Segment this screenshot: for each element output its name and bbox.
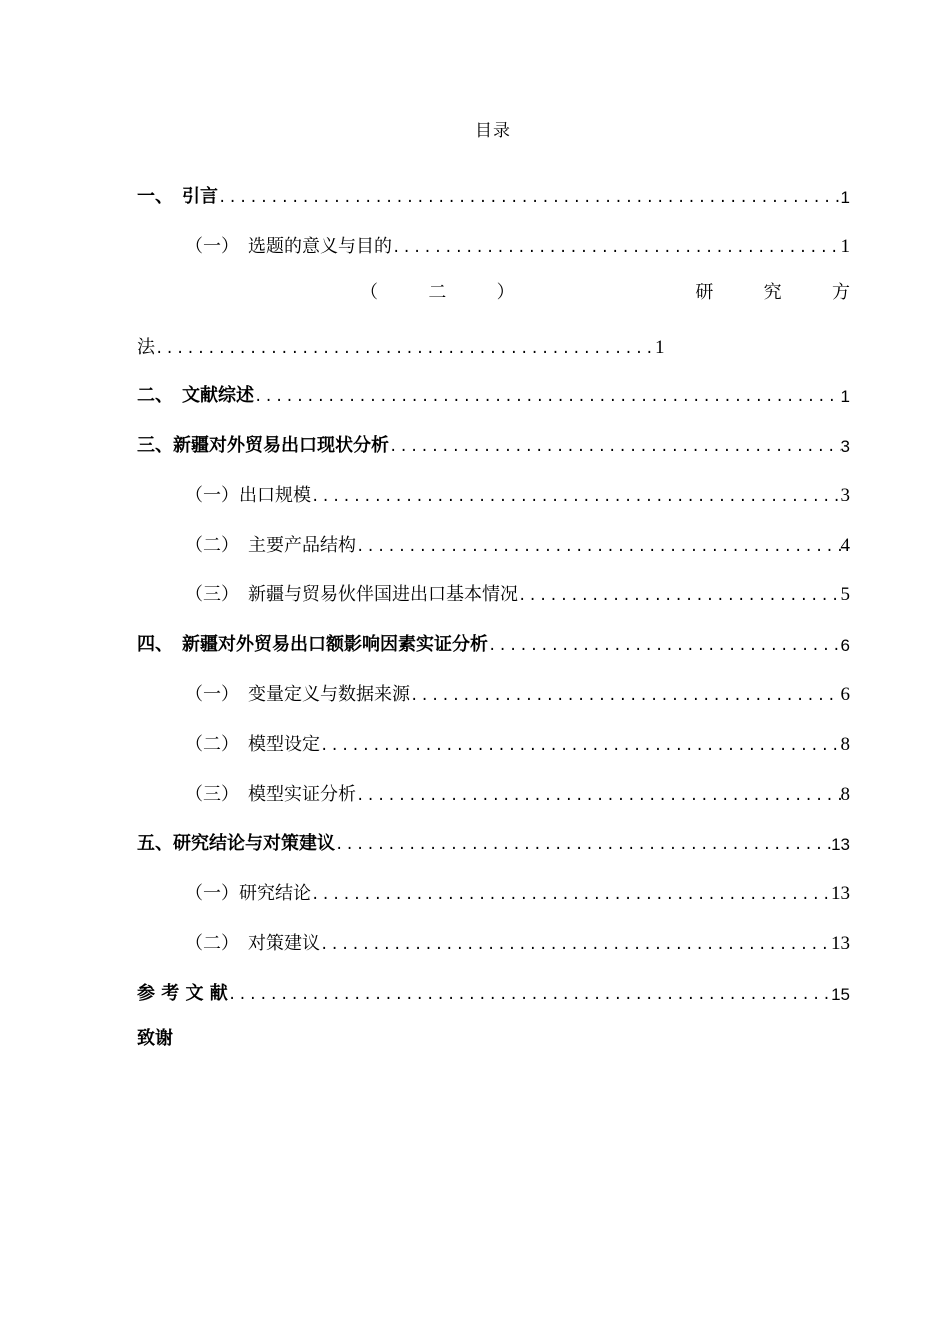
toc-entry-model-setup[interactable] <box>185 726 850 756</box>
toc-entry-label: 参 考 文 献 <box>137 983 228 1004</box>
toc-entry-intro[interactable] <box>137 178 850 208</box>
toc-entry-page: 15 <box>831 985 850 1004</box>
leader-dots <box>356 788 841 806</box>
toc-entry-acknowledgements[interactable]: 致谢 <box>137 1028 173 1049</box>
toc-entry-label: （二） 对策建议 <box>185 933 320 954</box>
toc-entry-status-analysis[interactable] <box>137 427 850 457</box>
leader-dots <box>356 539 841 557</box>
leader-dots <box>218 190 841 208</box>
toc-entry-conclusions[interactable] <box>137 825 850 855</box>
toc-entry-methods-line1[interactable] <box>360 278 850 308</box>
toc-entry-page: 8 <box>840 734 850 755</box>
toc-entry-export-scale[interactable] <box>185 477 850 507</box>
toc-entry-model-analysis[interactable] <box>185 776 850 806</box>
toc-entry-page: 13 <box>831 883 850 904</box>
toc-entry-label: （三） 模型实证分析 <box>185 784 356 805</box>
toc-entry-label: （二） 模型设定 <box>185 734 320 755</box>
toc-entry-char: 研 <box>695 282 714 303</box>
leader-dots <box>518 588 841 606</box>
toc-entry-page: 4 <box>840 535 850 556</box>
toc-entry-char: 方 <box>831 282 850 303</box>
toc-entry-page: 6 <box>840 684 850 705</box>
toc-entry-label: （一） 变量定义与数据来源 <box>185 684 410 705</box>
toc-entry-label: 三、新疆对外贸易出口现状分析 <box>137 435 389 456</box>
toc-entry-empirical-analysis[interactable] <box>137 626 850 656</box>
toc-entry-label: （一）出口规模 <box>185 485 311 506</box>
toc-entry-significance[interactable] <box>185 228 850 258</box>
toc-entry-label: （一）研究结论 <box>185 883 311 904</box>
toc-entry-variables[interactable] <box>185 676 850 706</box>
toc-entry-references[interactable] <box>137 975 850 1005</box>
toc-entry-label: 四、 新疆对外贸易出口额影响因素实证分析 <box>137 634 488 655</box>
toc-entry-label: （二） 主要产品结构 <box>185 535 356 556</box>
toc-entry-research-conclusions[interactable] <box>185 875 850 905</box>
toc-entry-product-structure[interactable] <box>185 527 850 557</box>
toc-entry-label: 法 <box>137 337 155 358</box>
toc-entry-page: 1 <box>840 236 850 257</box>
toc-entry-char: ） <box>496 282 515 303</box>
toc-entry-methods-line2[interactable] <box>137 329 665 359</box>
toc-entry-page: 13 <box>831 933 850 954</box>
leader-dots <box>311 887 831 905</box>
toc-entry-literature[interactable] <box>137 377 850 407</box>
toc-entry-label: 五、研究结论与对策建议 <box>137 833 335 854</box>
toc-entry-char: （ <box>360 282 378 303</box>
leader-dots <box>389 439 841 457</box>
toc-entry-page: 3 <box>840 437 850 456</box>
toc-entry-page: 6 <box>840 636 850 655</box>
toc-entry-label: （三） 新疆与贸易伙伴国进出口基本情况 <box>185 584 518 605</box>
toc-entry-label: （一） 选题的意义与目的 <box>185 236 392 257</box>
toc-entry-page: 5 <box>840 584 850 605</box>
leader-dots <box>228 987 831 1005</box>
toc-entry-page: 1 <box>840 188 850 207</box>
toc-entry-recommendations[interactable] <box>185 925 850 955</box>
leader-dots <box>410 688 841 706</box>
leader-dots <box>320 937 831 955</box>
leader-dots <box>335 837 831 855</box>
leader-dots <box>320 738 841 756</box>
toc-entry-trade-partners[interactable] <box>185 576 850 606</box>
toc-entry-page: 1 <box>655 337 665 358</box>
leader-dots <box>254 389 841 407</box>
toc-entry-char: 究 <box>763 282 782 303</box>
toc-entry-page: 3 <box>840 485 850 506</box>
toc-entry-label: 二、 文献综述 <box>137 385 254 406</box>
leader-dots <box>488 638 841 656</box>
leader-dots <box>311 489 841 507</box>
toc-entry-page: 1 <box>840 387 850 406</box>
toc-entry-page: 8 <box>840 784 850 805</box>
toc-entry-char: 二 <box>428 282 447 303</box>
toc-title: 目录 <box>475 121 511 141</box>
toc-entry-page: 13 <box>831 835 850 854</box>
leader-dots <box>155 341 655 359</box>
leader-dots <box>392 240 841 258</box>
toc-entry-label: 一、 引言 <box>137 186 218 207</box>
